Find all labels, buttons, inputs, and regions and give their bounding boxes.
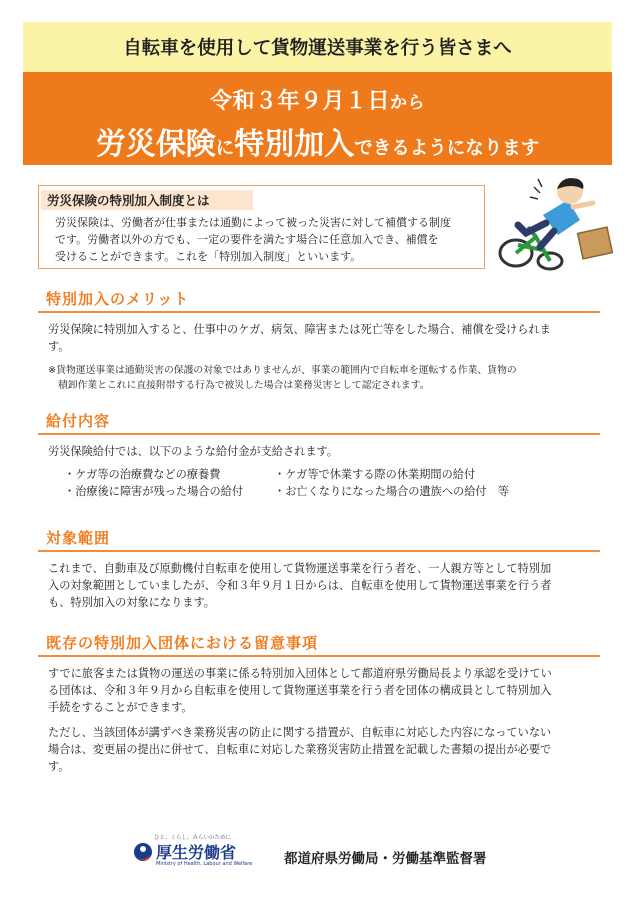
section-rule: [38, 433, 600, 435]
system-box-title: 労災保険の特別加入制度とは: [41, 190, 253, 210]
system-box-line: 受けることができます。これを「特別加入制度」といいます。: [55, 250, 362, 263]
merit-section: [38, 287, 600, 393]
scope-section: [38, 526, 600, 611]
date-main: 令和３年９月１日: [209, 89, 390, 114]
logo-tagline: ひと、くらし、みらいのために: [154, 835, 232, 841]
section-heading: 対象範囲: [46, 529, 111, 547]
footer: [132, 833, 512, 879]
section-heading: 特別加入のメリット: [46, 290, 190, 308]
benefits-intro: 労災保険給付では、以下のような給付金が支給されます。: [48, 445, 338, 458]
text-line: ※貨物運送事業は通勤災害の保護の対象ではありませんが、事業の範囲内で自転車を運転する作業、貨物の: [48, 365, 517, 376]
list-item: ・治療後に障害が残った場合の給付: [64, 485, 244, 498]
text-line: す。: [48, 760, 70, 773]
existing-groups-section: [38, 631, 600, 775]
merit-paragraph: [38, 321, 600, 355]
logo-name: 厚生労働省: [156, 843, 237, 862]
date-suffix: から: [390, 93, 425, 113]
list-item: ・ケガ等の治療費などの療養費: [64, 468, 221, 481]
existing-groups-paragraph-1: [38, 665, 600, 716]
system-box-line: 労災保険は、労働者が仕事または通勤によって被った災害に対して補償する制度: [55, 216, 451, 229]
section-rule: [38, 311, 600, 313]
text-line: 積卸作業とこれに直接附帯する行為で被災した場合は業務災害として認定されます。: [58, 380, 430, 391]
text-line: 入の対象範囲としていましたが、令和３年９月１日からは、自転車を使用して貨物運送事業を行う者: [48, 579, 552, 592]
scope-paragraph: [38, 560, 600, 611]
text-line: すでに旅客または貨物の運送の事業に係る特別加入団体として都道府県労働局長より承認を受けてい: [48, 667, 552, 680]
list-item: ・お亡くなりになった場合の遺族への給付 等: [274, 485, 509, 498]
section-rule: [38, 655, 600, 657]
benefits-list: [38, 466, 600, 500]
package-box: [578, 227, 613, 259]
benefits-section: [38, 409, 600, 500]
text-line: 場合は、変更届の提出に併せて、自転車に対応した業務災害防止措置を記載した書類の提出が必要で: [48, 743, 552, 756]
impact-marks: [530, 179, 542, 199]
text-line: る団体は、令和３年９月から自転車を使用して貨物運送事業を行う者を団体の構成員として特別加入: [48, 684, 552, 697]
merit-note: [38, 363, 600, 393]
headline-part4: できるようになります: [354, 138, 540, 159]
section-rule: [38, 550, 600, 552]
existing-groups-paragraph-2: [38, 724, 600, 775]
text-line: も、特別加入の対象になります。: [48, 596, 215, 609]
section-heading: 給付内容: [46, 412, 111, 430]
system-explanation-box: [38, 185, 485, 269]
text-line: す。: [48, 340, 70, 353]
headline-banner: [23, 72, 612, 165]
text-line: これまで、自動車及び原動機付自転車を使用して貨物運送事業を行う者を、一人親方等として特別加: [48, 562, 552, 575]
text-line: 労災保険に特別加入すると、仕事中のケガ、病気、障害または死亡等をした場合、補償を受けられま: [48, 323, 551, 336]
date-line: [23, 84, 612, 115]
system-box-body: [55, 214, 485, 265]
logo-english-name: Ministry of Health, Labour and Welfare: [156, 861, 253, 867]
issuing-organization: 都道府県労働局・労働基準監督署: [284, 851, 487, 867]
headline-part1: 労災保険: [95, 127, 216, 162]
mhlw-logo-icon: [132, 841, 154, 867]
text-line: ただし、当該団体が講ずべき業務災害の防止に関する措置が、自転車に対応した内容になっていない: [48, 726, 552, 739]
subtitle-banner: [23, 22, 612, 72]
subtitle-text: 自転車を使用して貨物運送事業を行う皆さまへ: [123, 38, 512, 59]
falling-cyclist-illustration: [488, 175, 618, 275]
cyclist-arm: [573, 203, 593, 207]
text-line: 手続をすることができます。: [48, 701, 193, 714]
headline-part2: に: [215, 138, 235, 159]
headline-line: [23, 119, 612, 163]
section-heading: 既存の特別加入団体における留意事項: [46, 634, 319, 652]
system-box-line: です。労働者以外の方でも、一定の要件を満たす場合に任意加入でき、補償を: [55, 233, 439, 246]
headline-part3: 特別加入: [234, 127, 355, 162]
list-item: ・ケガ等で休業する際の休業期間の給付: [274, 468, 476, 481]
